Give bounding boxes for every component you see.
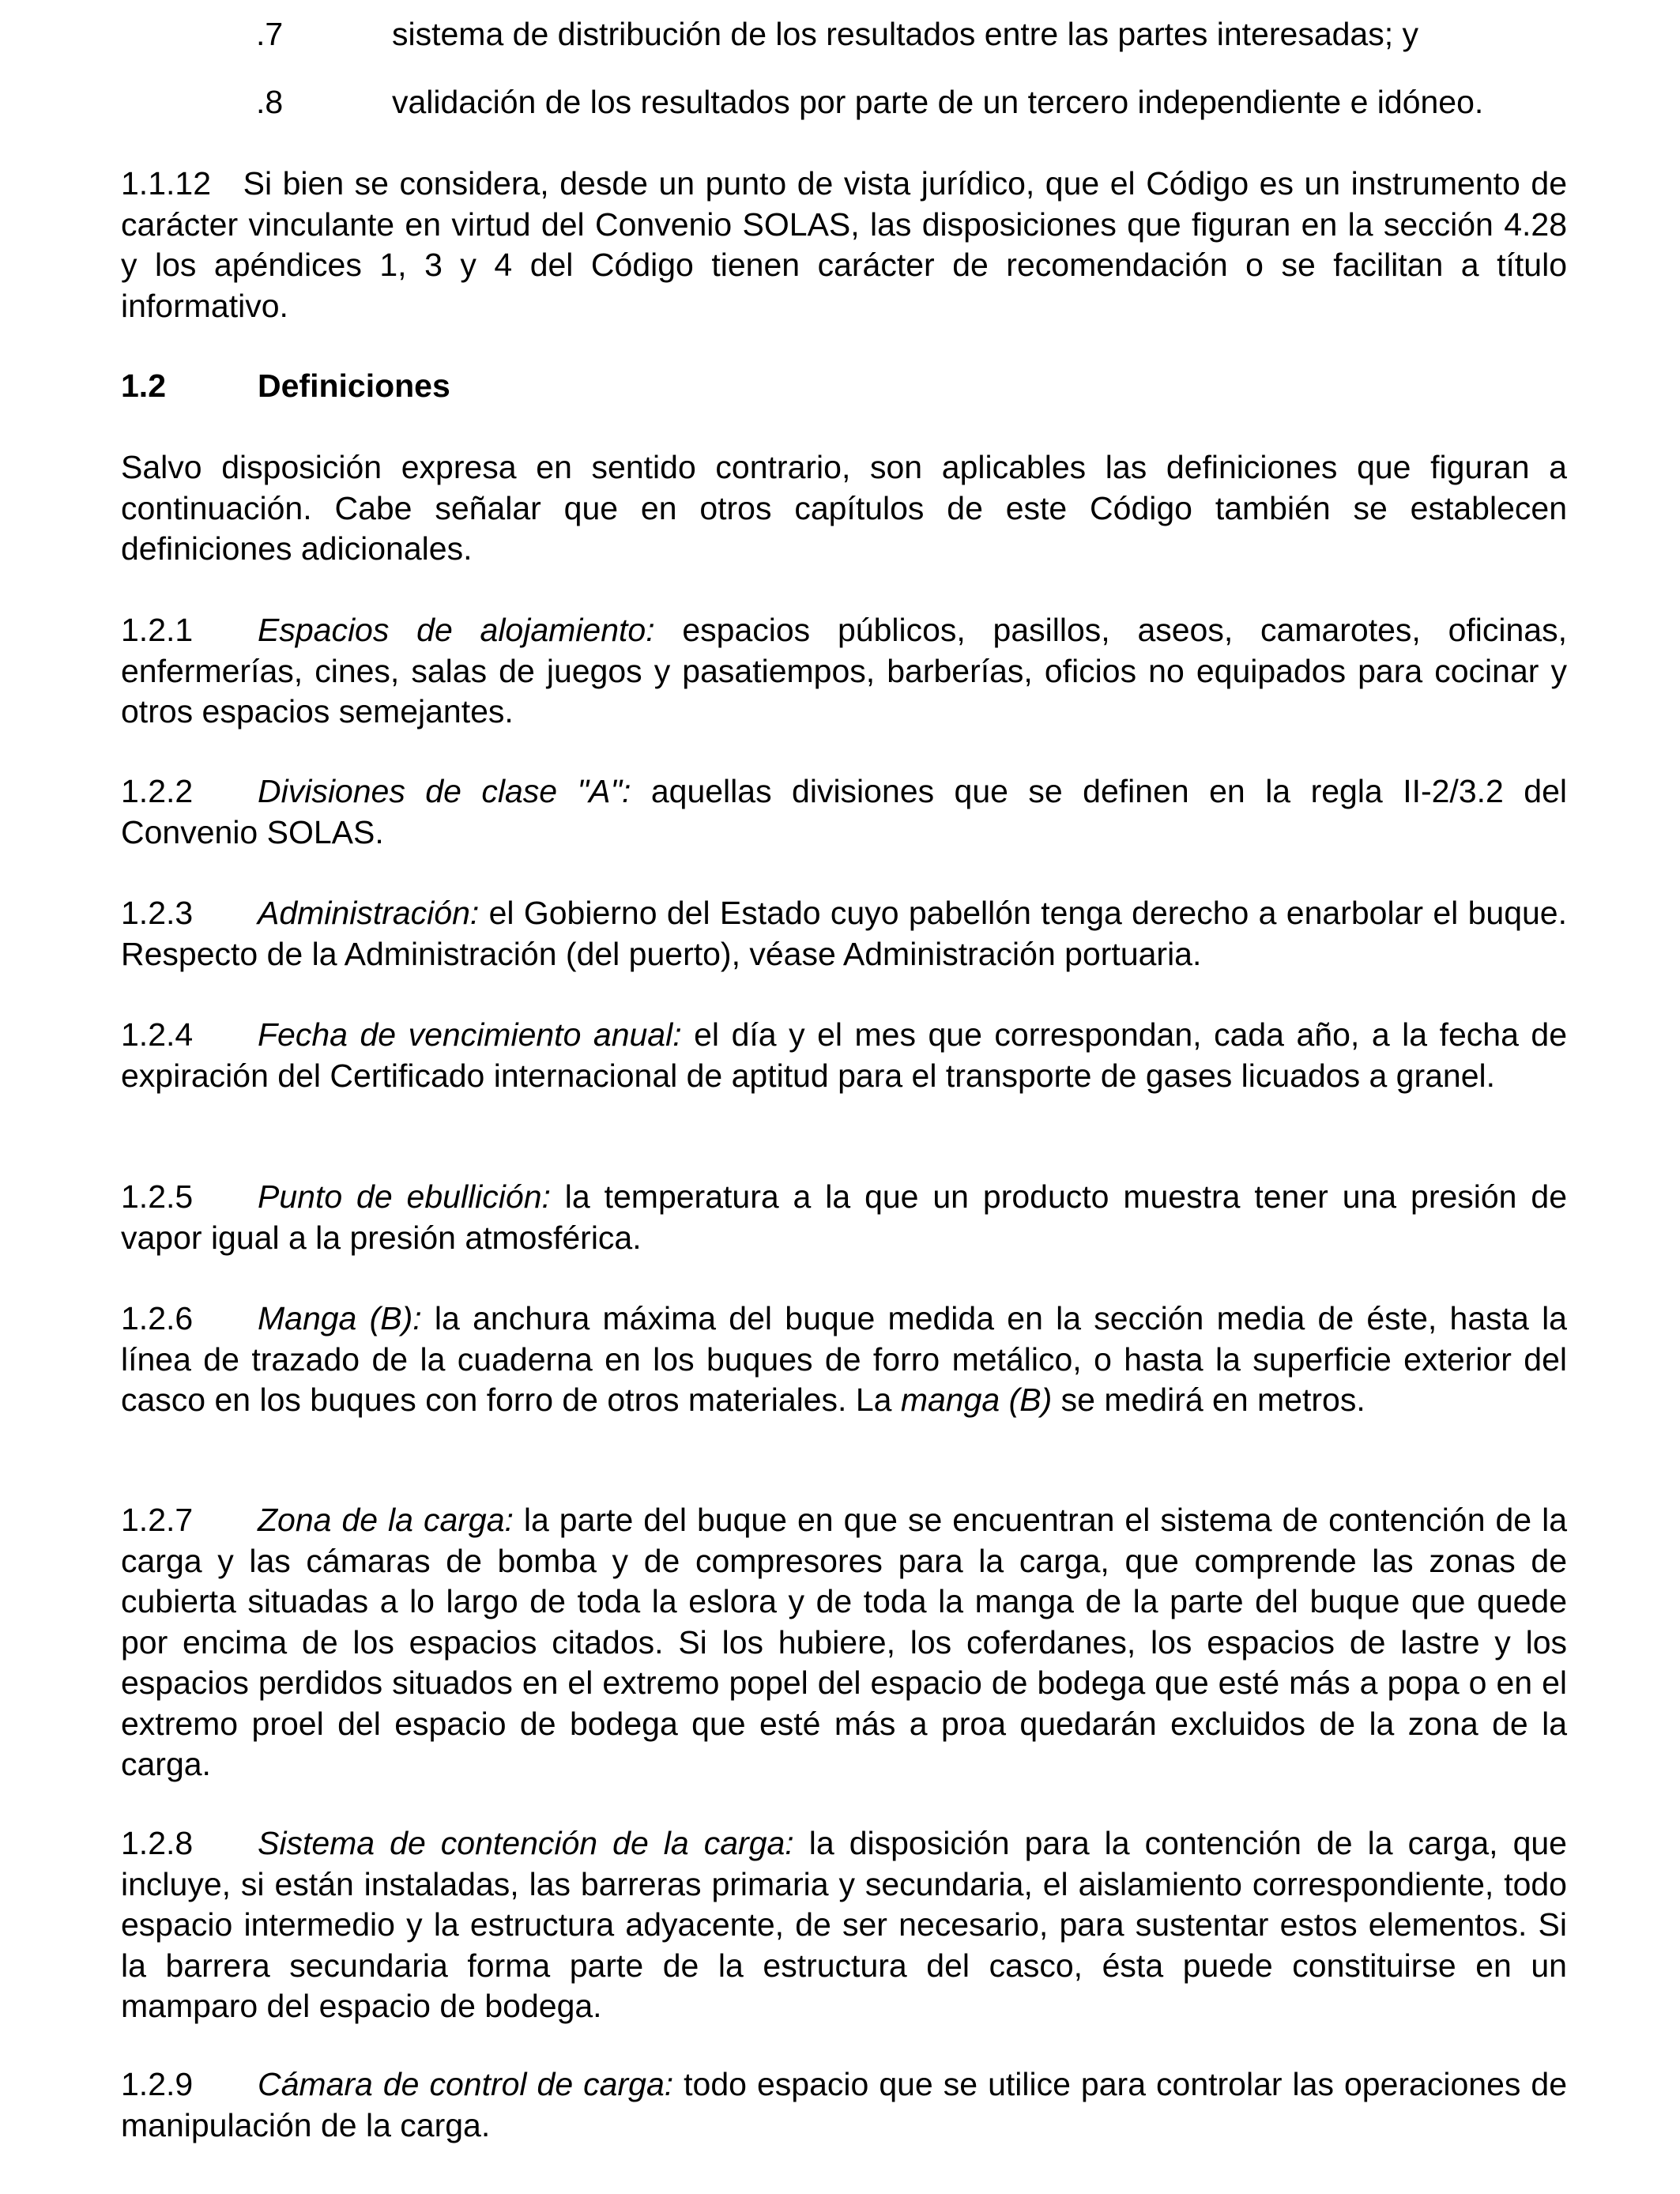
definition-1-2-4 [121, 1015, 1567, 1096]
list-item-text: validación de los resultados por parte de un tercero independiente e idóneo. [392, 84, 1484, 120]
definition-term: Espacios de alojamiento: [258, 612, 655, 648]
definition-text: aquellas divisiones que se definen en la regla II-2/3.2 del Convenio SOLAS. [121, 773, 1567, 850]
paragraph-text: Si bien se considera, desde un punto de vista jurídico, que el Código es un instrumento de carácter vinculante en virtud del Convenio SOLAS, las disposiciones que figuran en la sección 4.28 y los apéndices 1, 3 y 4 del Código tienen carácter de recomendación o se facilitan a título informativo. [121, 165, 1567, 324]
definition-1-2-5 [121, 1177, 1567, 1258]
definition-term: Cámara de control de carga: [258, 2066, 674, 2102]
definition-text: la disposición para la contención de la carga, que incluye, si están instaladas, las barreras primaria y secundaria, el aislamiento correspondiente, todo espacio intermedio y la estructura adyacente, de ser necesario, para sustentar estos elementos. Si la barrera secundaria forma parte de la estructura del casco, ésta puede constituirse en un mamparo del espacio de bodega. [121, 1825, 1567, 2024]
definition-1-2-6 [121, 1299, 1567, 1421]
section-number: 1.2 [121, 368, 166, 404]
definition-term: Manga (B): [258, 1300, 422, 1336]
paragraph-number: 1.1.12 [121, 165, 211, 202]
section-heading [121, 366, 450, 407]
definition-term: Fecha de vencimiento anual: [258, 1016, 682, 1053]
definition-1-2-9 [121, 2064, 1567, 2146]
list-item-number: .8 [256, 84, 284, 120]
definitions-intro [121, 447, 1567, 570]
definition-term: Sistema de contención de la carga: [258, 1825, 794, 1861]
definition-number: 1.2.3 [121, 895, 194, 931]
definition-term: Administración: [258, 895, 480, 931]
definition-term-inline: manga (B) [900, 1382, 1053, 1418]
intro-text: Salvo disposición expresa en sentido contrario, son aplicables las definiciones que figuran a continuación. Cabe señalar que en otros capítulos de este Código también se establecen definiciones adicionales. [121, 449, 1567, 567]
definition-text: la anchura máxima del buque medida en la sección media de éste, hasta la línea de trazado de la cuaderna en los buques de forro metálico, o hasta la superficie exterior del casco en los buques con forro de otros materiales. La [121, 1300, 1567, 1418]
definition-number: 1.2.4 [121, 1016, 194, 1053]
definition-text: la temperatura a la que un producto muestra tener una presión de vapor igual a la presión atmosférica. [121, 1178, 1567, 1256]
definition-number: 1.2.9 [121, 2066, 194, 2102]
definition-number: 1.2.1 [121, 612, 194, 648]
definition-text: la parte del buque en que se encuentran el sistema de contención de la carga y las cámaras de bomba y de compresores para la carga, que comprende las zonas de cubierta situadas a lo largo de toda la eslora y de toda la manga de la parte del buque que quede por encima de los espacios citados. Si los hubiere, los coferdanes, los espacios de lastre y los espacios perdidos situados en el extremo popel del espacio de bodega que esté más a popa o en el extremo proel del espacio de bodega que esté más a proa quedarán excluidos de la zona de la carga. [121, 1502, 1567, 1782]
definition-1-2-2 [121, 771, 1567, 853]
definition-number: 1.2.7 [121, 1502, 194, 1538]
list-item-number: .7 [256, 16, 284, 52]
definition-text: el día y el mes que correspondan, cada año, a la fecha de expiración del Certificado internacional de aptitud para el transporte de gases licuados a granel. [121, 1016, 1567, 1094]
definition-term: Punto de ebullición: [258, 1178, 551, 1215]
section-title: Definiciones [258, 368, 450, 404]
definition-number: 1.2.5 [121, 1178, 194, 1215]
definition-number: 1.2.6 [121, 1300, 194, 1336]
paragraph-1-1-12 [121, 164, 1567, 326]
definition-number: 1.2.2 [121, 773, 194, 809]
definition-1-2-1 [121, 610, 1567, 733]
definition-number: 1.2.8 [121, 1825, 194, 1861]
definition-term: Zona de la carga: [258, 1502, 514, 1538]
definition-text: todo espacio que se utilice para controlar las operaciones de manipulación de la carga. [121, 2066, 1567, 2143]
list-item-text: sistema de distribución de los resultados entre las partes interesadas; y [392, 16, 1419, 52]
definition-1-2-3 [121, 893, 1567, 974]
definition-1-2-7 [121, 1500, 1567, 1785]
definition-term: Divisiones de clase "A": [258, 773, 631, 809]
definition-text: espacios públicos, pasillos, aseos, camarotes, oficinas, enfermerías, cines, salas de juegos y pasatiempos, barberías, oficios no equipados para cocinar y otros espacios semejantes. [121, 612, 1567, 729]
definition-1-2-8 [121, 1823, 1567, 2027]
definition-text: el Gobierno del Estado cuyo pabellón tenga derecho a enarbolar el buque. Respecto de la Administración (del puerto), véase Administración portuaria. [121, 895, 1567, 972]
definition-text-end: se medirá en metros. [1052, 1382, 1365, 1418]
